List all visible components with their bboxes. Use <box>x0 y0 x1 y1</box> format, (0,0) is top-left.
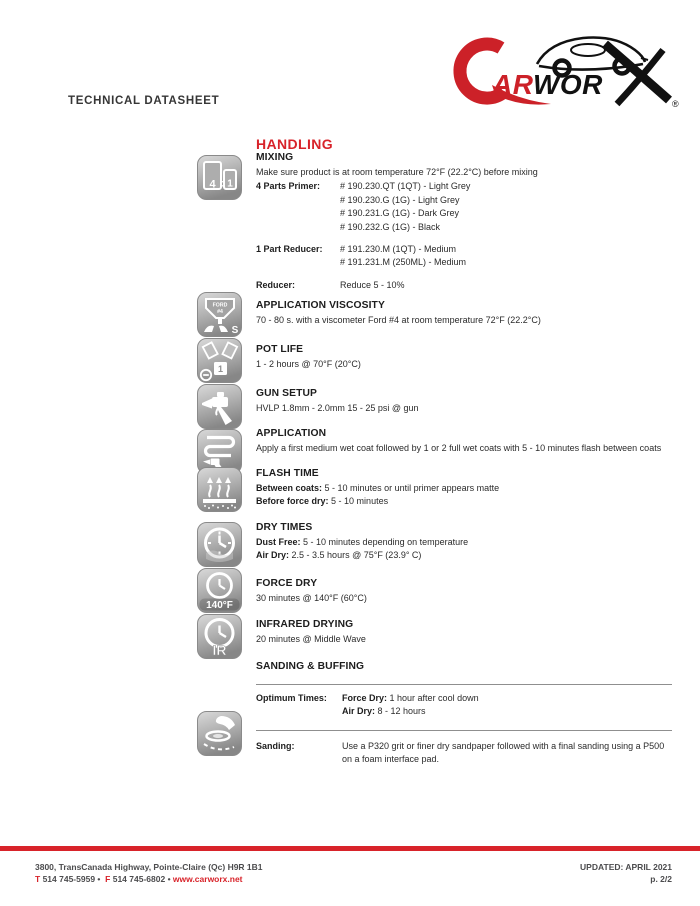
pot-life-icon <box>197 338 242 383</box>
footer-contact-block <box>35 862 263 885</box>
sanding-text: Use a P320 grit or finer dry sandpaper followed with a final sanding using a P500 on a foam interface pad. <box>342 741 665 765</box>
part-number: # 191.230.M (1QT) - Medium <box>340 244 457 255</box>
force-dry-body: 30 minutes @ 140°F (60°C) <box>256 593 367 603</box>
divider-line <box>256 730 672 731</box>
viscosity-cup-icon <box>197 292 242 337</box>
dry-times-heading: DRY TIMES <box>256 522 313 533</box>
optimum-times-label: Optimum Times: <box>256 693 327 703</box>
sanding-pad-icon <box>197 711 242 756</box>
part-number: # 190.231.G (1G) - Dark Grey <box>340 208 460 219</box>
footer-page-number: p. 2/2 <box>650 873 672 884</box>
part-number: # 190.230.QT (1QT) - Light Grey <box>340 181 471 192</box>
dry-times-line: Air Dry: 2.5 - 3.5 hours @ 75°F (23.9° C) <box>256 550 422 561</box>
mixing-heading: MIXING <box>256 152 294 163</box>
sanding-label: Sanding: <box>256 741 295 751</box>
dry-times-section <box>256 522 692 563</box>
viscosity-heading: APPLICATION VISCOSITY <box>256 300 385 311</box>
spray-gun-icon <box>197 384 242 429</box>
reducer-ratio: Reduce 5 - 10% <box>340 279 405 290</box>
divider-line <box>256 684 672 685</box>
infrared-body: 20 minutes @ Middle Wave <box>256 634 366 644</box>
sanding-row <box>256 740 672 767</box>
page-title: TECHNICAL DATASHEET <box>68 95 220 107</box>
mixing-section <box>256 152 692 292</box>
mixing-ratio-icon <box>197 155 242 200</box>
application-heading: APPLICATION <box>256 428 327 439</box>
force-dry-heading: FORCE DRY <box>256 578 318 589</box>
optimum-line: Force Dry: 1 hour after cool down <box>342 693 479 703</box>
force-dry-clock-icon <box>197 568 242 613</box>
flash-time-icon <box>197 467 242 512</box>
pot-life-heading: POT LIFE <box>256 344 304 355</box>
sanding-buffing-section <box>256 661 692 675</box>
footer-meta-block <box>580 862 672 885</box>
svg-text:1: 1 <box>227 178 233 190</box>
application-body: Apply a first medium wet coat followed by 1 or 2 full wet coats with 5 - 10 minutes flash between coats <box>256 443 662 453</box>
flash-time-heading: FLASH TIME <box>256 468 319 479</box>
logo-wordmark: ARWOR <box>492 69 603 100</box>
pot-life-body: 1 - 2 hours @ 70°F (20°C) <box>256 359 361 369</box>
flash-time-line: Between coats: 5 - 10 minutes or until primer appears matte <box>256 483 500 493</box>
viscosity-body: 70 - 80 s. with a viscometer Ford #4 at room temperature 72°F (22.2°C) <box>256 315 541 325</box>
footer-updated: UPDATED: APRIL 2021 <box>580 862 672 872</box>
force-dry-section <box>256 578 692 605</box>
mixing-row-values <box>340 279 692 292</box>
sanding-buffing-heading: SANDING & BUFFING <box>256 661 365 672</box>
svg-text:S: S <box>231 325 239 336</box>
svg-text:1: 1 <box>217 364 224 374</box>
footer-red-bar <box>0 846 700 851</box>
mixing-row-label: 4 Parts Primer: <box>256 181 321 192</box>
optimum-times-row <box>256 692 672 719</box>
viscosity-section <box>256 300 692 327</box>
flash-time-line: Before force dry: 5 - 10 minutes <box>256 496 389 507</box>
dry-times-line: Dust Free: 5 - 10 minutes depending on temperature <box>256 537 469 547</box>
flash-time-section <box>256 468 692 509</box>
footer-address: 3800, TransCanada Highway, Pointe-Claire (Qc) H9R 1B1 <box>35 862 263 872</box>
gun-setup-heading: GUN SETUP <box>256 388 317 399</box>
part-number: # 191.231.M (250ML) - Medium <box>340 257 467 268</box>
svg-text:4: 4 <box>209 178 216 191</box>
mixing-intro: Make sure product is at room temperature 72°F (22.2°C) before mixing <box>256 167 538 177</box>
gun-setup-body: HVLP 1.8mm - 2.0mm 15 - 25 psi @ gun <box>256 403 419 413</box>
part-number: # 190.230.G (1G) - Light Grey <box>340 194 460 205</box>
gun-setup-section <box>256 388 692 415</box>
registered-mark: ® <box>672 99 679 109</box>
mixing-row-label: Reducer: <box>256 279 296 290</box>
mixing-row-values <box>340 243 692 270</box>
part-number: # 190.232.G (1G) - Black <box>340 221 441 232</box>
footer-website-link[interactable]: www.carworx.net <box>172 873 243 884</box>
svg-text:IR: IR <box>212 642 227 658</box>
pot-life-section <box>256 344 692 371</box>
footer-phone-line: T 514 745-5959 • F 514 745-6802 • www.carworx.net <box>35 873 243 884</box>
infrared-heading: INFRARED DRYING <box>256 619 354 630</box>
infrared-clock-icon <box>197 614 242 659</box>
dry-times-clock-icon <box>197 522 242 567</box>
application-section <box>256 428 692 455</box>
optimum-line: Air Dry: 8 - 12 hours <box>342 706 426 717</box>
mixing-row-values <box>340 180 692 234</box>
svg-text:FORD: FORD <box>212 302 228 309</box>
svg-text:140°F: 140°F <box>206 600 233 611</box>
svg-text::: : <box>220 178 224 190</box>
handling-section-title: HANDLING <box>256 136 334 152</box>
infrared-section <box>256 619 692 646</box>
svg-text:#4: #4 <box>217 309 223 315</box>
carworx-logo <box>445 30 685 110</box>
mixing-row-label: 1 Part Reducer: <box>256 244 323 255</box>
